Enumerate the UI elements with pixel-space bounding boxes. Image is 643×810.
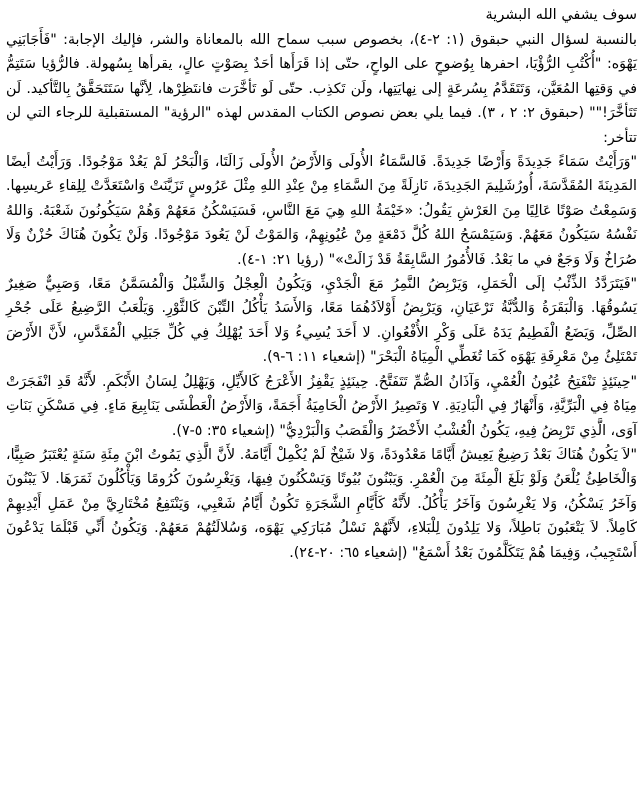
paragraph-text: "وَرَأَيْتُ سَمَاءً جَدِيدَةً وَأَرْضًا جَدِيدَةً. فَالسَّمَاءُ الأُولَى وَالأَرْضُ الأُولَى زَالَتَا، وَالْبَحْرُ لَمْ يَعُدْ مَوْجُودًا. وَرَأَيْتُ أيضًا المَدِينَةَ المُقَدَّسَةَ، أُورُشَلِيمَ الجَدِيدَةَ، نَازِلَةً مِنَ السَّمَاءِ مِنْ عِنْدِ اللهِ مِثْلَ عَرُوسٍ تَزَيَّنَتْ وَاسْتَعَدَّتْ لِلِقاءِ عَريسِها. وَسَمِعْتُ صَوْتًا عَالِيًا مِنَ العَرْشِ يَقُولُ: «خَيْمَةُ اللهِ هِيَ مَعَ النَّاسِ، فَسَيَسْكُنُ مَعَهُمْ وَهُمْ سَيَكُونُونَ شَعْبَهُ. وَاللهُ نَفْسُهُ سَيَكُونُ مَعَهُمْ. وَسَيَمْسَحُ اللهُ كُلَّ دَمْعَةٍ مِنْ عُيُونِهِمْ، وَالمَوْتُ لَنْ يَعُودَ مَوْجُودًا. وَلَنْ يَكُونَ هُنَاكَ حُزْنٌ وَلَا صُرَاخٌ وَلَا وَجَعٌ في ما بَعْدُ. فَالأُمُورُ السَّابِقَةُ قَدْ زَالَتْ»" [6, 154, 637, 268]
scripture-citation: (إشعياء ٦٥: ٢٠-٢٤). [289, 544, 408, 561]
paragraph-revelation-quote [6, 150, 637, 272]
paragraph-text: بالنسبة لسؤال النبي حبقوق (١: ٢-٤)، بخصوص سبب سماح الله بالمعاناة والشر، فإليك الإجابة: "فَأَجَابَنِي يَهْوَه: "أُكْتُبِ الرُّؤْيَا، احفرها بِوُضوحٍ على الواحٍ، حتّى إذا قَرَأَها أحَدٌ بِصَوْتٍ عالٍ، يقرأها بِسُهولة. فالرُّؤيا سَتَتِمُّ في وَقتِها المُعَيَّن، وَتَتَقَدَّمُ بِسُرعَةٍ إلى نِهايَتِها، ولَن تَكذِب. حتّى لَو تَأخَّرَت فانتَظِرْها، لِأنَّها سَتَتَحَقَّقُ بِالتَّأكيد. لَن تَتَأخَّرَ!"" (حبقوق ٢: ٢ ، ٣). فيما يلي بعض نصوص الكتاب المقدس لهذه "الرؤية" المستقبلية للرجاء التي لن تتأخر: [6, 32, 637, 146]
paragraph-text: "حِينَئِذٍ تَنْفَتِحُ عُيُونُ الْعُمْيِ، وَآذَانُ الصُّمِّ تَتَفَتَّحُ. حِينَئِذٍ يَقْفِزُ الأَعْرَجُ كَالأَيِّلِ، وَيَهْلِلُ لِسَانُ الأَبْكَمِ. لأَنَّهُ قَدِ انْفَجَرَتْ مِيَاهٌ فِي الْبَرِّيَّةِ، وَأَنْهَارٌ فِي الْبَادِيَةِ. ٧ وَتَصِيرُ الأَرْضُ الْحَامِيَةُ أَجَمَةً، وَالأَرْضُ الْعَطْشَى يَنَابِيعَ مَاءٍ. فِي مَسْكَنِ بَنَاتِ آوَى، الَّذِي تَرْبِضُ فِيهِ، يَكُونُ الْعُشْبُ الأَخْضَرُ وَالْقَصَبُ وَالْبَرْدِيُّ" [6, 373, 637, 439]
scripture-citation: (إشعياء ٣٥: ٥-٧). [171, 422, 275, 439]
paragraph-text: "لاَ يَكُونُ هُنَاكَ بَعْدُ رَضِيعٌ يَعِيشُ أَيَّامًا مَعْدُودَةً، وَلا شَيْخٌ لَمْ يُكْمِلْ أَيَّامَهُ. لأَنَّ الَّذِي يَمُوتُ ابْنَ مِئَةِ سَنَةٍ يُعْتَبَرُ صَبِيًّا، وَالْخَاطِئُ يُلْعَنُ وَلَوْ بَلَغَ الْمِئَةَ مِنَ الْعُمْرِ. وَيَبْنُونَ بُيُوتًا وَيَسْكُنُونَ فِيهَا، وَيَغْرِسُونَ كُرُومًا وَيَأْكُلُونَ ثَمَرَهَا. لاَ يَبْنُونَ وَآخَرُ يَسْكُنُ، وَلا يَغْرِسُونَ وَآخَرُ يَأْكُلُ. لأَنَّهُ كَأَيَّامِ الشَّجَرَةِ تَكُونُ أَيَّامُ شَعْبِي، وَيَنْتَفِعُ مُخْتَارِيَّ مِنْ عَمَلِ أَيْدِيهِمْ كَامِلاً. لاَ يَتْعَبُونَ بَاطِلاً، وَلا يَلِدُونَ لِلْبَلاءِ، لأَنَّهُمْ نَسْلُ مُبَارَكِي يَهْوَه، وَسُلالَتُهُمْ مَعَهُمْ. وَيَكُونُ أَنِّي قَبْلَمَا يَدْعُونَ أَسْتَجِيبُ، وَفِيمَا هُمْ يَتَكَلَّمُونَ بَعْدُ أَسْمَعُ" [6, 446, 637, 561]
paragraph-isaiah-11-quote [6, 272, 637, 370]
scripture-citation: (رؤيا ٢١: ١-٤). [237, 251, 325, 268]
page-title: سوف يشفي الله البشرية [485, 7, 637, 23]
scripture-citation: (إشعياء ١١: ٦-٩). [262, 349, 366, 366]
paragraph-intro [6, 28, 637, 150]
paragraph-isaiah-35-quote [6, 370, 637, 443]
paragraph-text: "فَيَتَرَدَّدُ الذِّئْبُ إلَى الْحَمَلِ، وَيَرْبِضُ النَّمِرُ مَعَ الْجَدْيِ، وَيَكُونُ الْعِجْلُ وَالشِّبْلُ وَالْمُسَمَّنُ مَعًا، وَصَبِيٌّ صَغِيرٌ يَسُوقُهَا. وَالْبَقَرَةُ وَالدُّبَّةُ تَرْعَيَانِ، وَيَرْبِضُ أَوْلاَدُهُمَا مَعًا، وَالأَسَدُ يَأْكُلُ التِّبْنَ كَالثَّوْرِ. وَيَلْعَبُ الرَّضِيعُ عَلَى جُحْرِ الصِّلِّ، وَيَضَعُ الْفَطِيمُ يَدَهُ عَلَى وَكْرِ الأُفْعُوانِ. لا أَحَدَ يُسِيءُ وَلا أَحَدَ يُهْلِكُ فِي كُلِّ جَبَلِي الْمُقَدَّسِ، لأَنَّ الأَرْضَ تَمْتَلِئُ مِنْ مَعْرِفَةِ يَهْوَه كَمَا تُغَطِّي الْمِيَاهُ الْبَحْرَ" [6, 276, 637, 366]
paragraph-isaiah-65-quote [6, 443, 637, 565]
